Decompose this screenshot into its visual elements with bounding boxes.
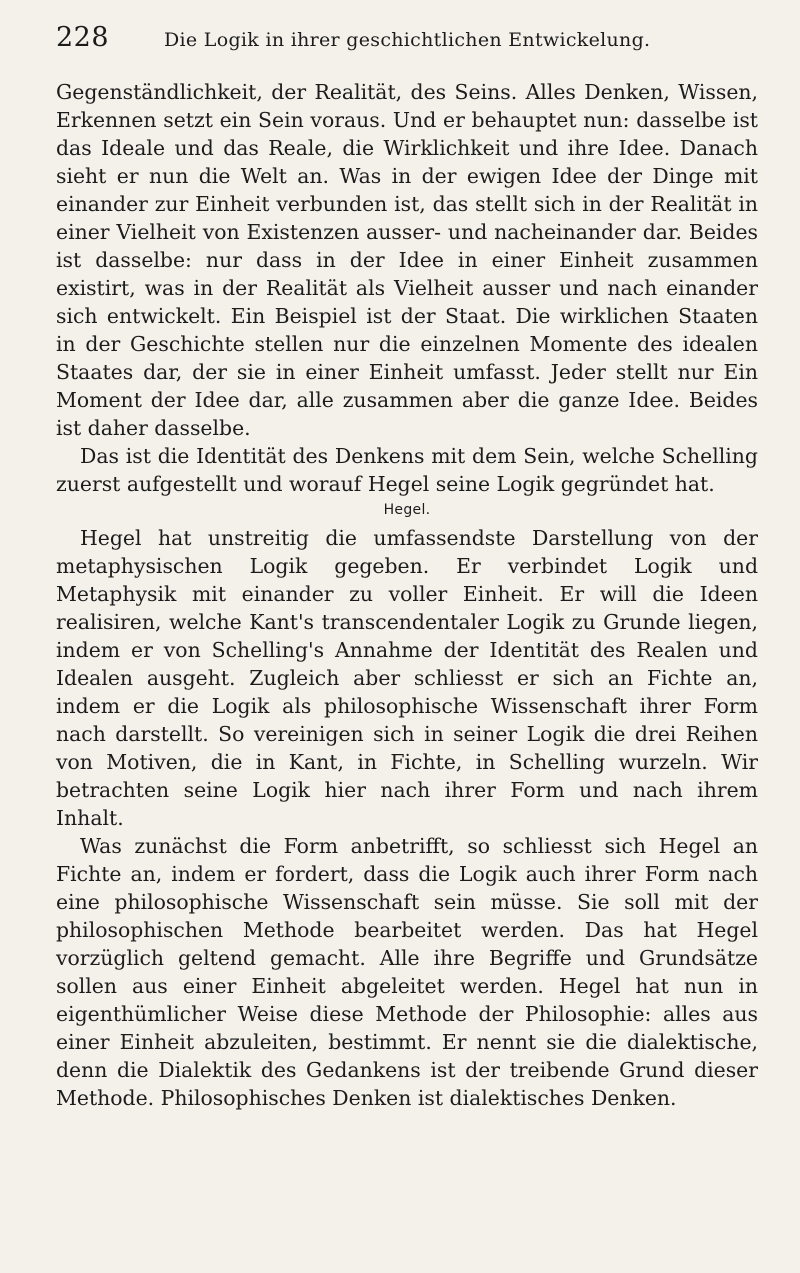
paragraph-continuation: Gegenständlichkeit, der Realität, des Seins. Alles Denken, Wissen, Erkennen setzt ein Sein voraus. Und er behauptet nun: dasselbe ist das Ideale und das Reale, die Wirklichkeit und ihre Idee. Danach sieht er nun die Welt an. Was in der ewigen Idee der Dinge mit einander zur Einheit verbunden ist, das stellt sich in der Realität in einer Vielheit von Existenzen ausser- und nacheinander dar. Beides ist dasselbe: nur dass in der Idee in einer Einheit zusammen existirt, was in der Realität als Vielheit ausser und nach einander sich entwickelt. Ein Beispiel ist der Staat. Die wirklichen Staaten in der Geschichte stellen nur die einzelnen Momente des idealen Staates dar, der sie in einer Einheit umfasst. Jeder stellt nur Ein Moment der Idee dar, alle zusammen aber die ganze Idee. Beides ist daher dasselbe.	[56, 80, 758, 440]
running-header	[56, 22, 758, 66]
paragraph-identity: Das ist die Identität des Denkens mit dem Sein, welche Schelling zuerst aufgestellt und worauf Hegel seine Logik gegründet hat.	[56, 444, 758, 496]
section-heading-hegel: Hegel.	[383, 502, 431, 518]
paragraph-hegel-intro: Hegel hat unstreitig die umfassendste Darstellung von der metaphysischen Logik gegeben. Er verbindet Logik und Metaphysik mit einander zu voller Einheit. Er will die Ideen realisiren, welche Kant's transcendentaler Logik zu Grunde liegen, indem er von Schelling's Annahme der Identität des Realen und Idealen ausgeht. Zugleich aber schliesst er sich an Fichte an, indem er die Logik als philosophische Wissenschaft ihrer Form nach darstellt. So vereinigen sich in seiner Logik die drei Reihen von Motiven, die in Kant, in Fichte, in Schelling wurzeln. Wir betrachten seine Logik hier nach ihrer Form und nach ihrem Inhalt.	[56, 526, 758, 830]
page-number: 228	[56, 22, 110, 53]
running-title: Die Logik in ihrer geschichtlichen Entwickelung.	[164, 29, 651, 51]
paragraph-hegel-form: Was zunächst die Form anbetrifft, so schliesst sich Hegel an Fichte an, indem er fordert, dass die Logik auch ihrer Form nach eine philosophische Wissenschaft sein müsse. Sie soll mit der philosophischen Methode bearbeitet werden. Das hat Hegel vorzüglich geltend gemacht. Alle ihre Begriffe und Grundsätze sollen aus einer Einheit abgeleitet werden. Hegel hat nun in eigenthümlicher Weise diese Methode der Philosophie: alles aus einer Einheit abzuleiten, bestimmt. Er nennt sie die dialektische, denn die Dialektik des Gedankens ist der treibende Grund dieser Methode. Philosophisches Denken ist dialektisches Denken.	[56, 834, 758, 1110]
